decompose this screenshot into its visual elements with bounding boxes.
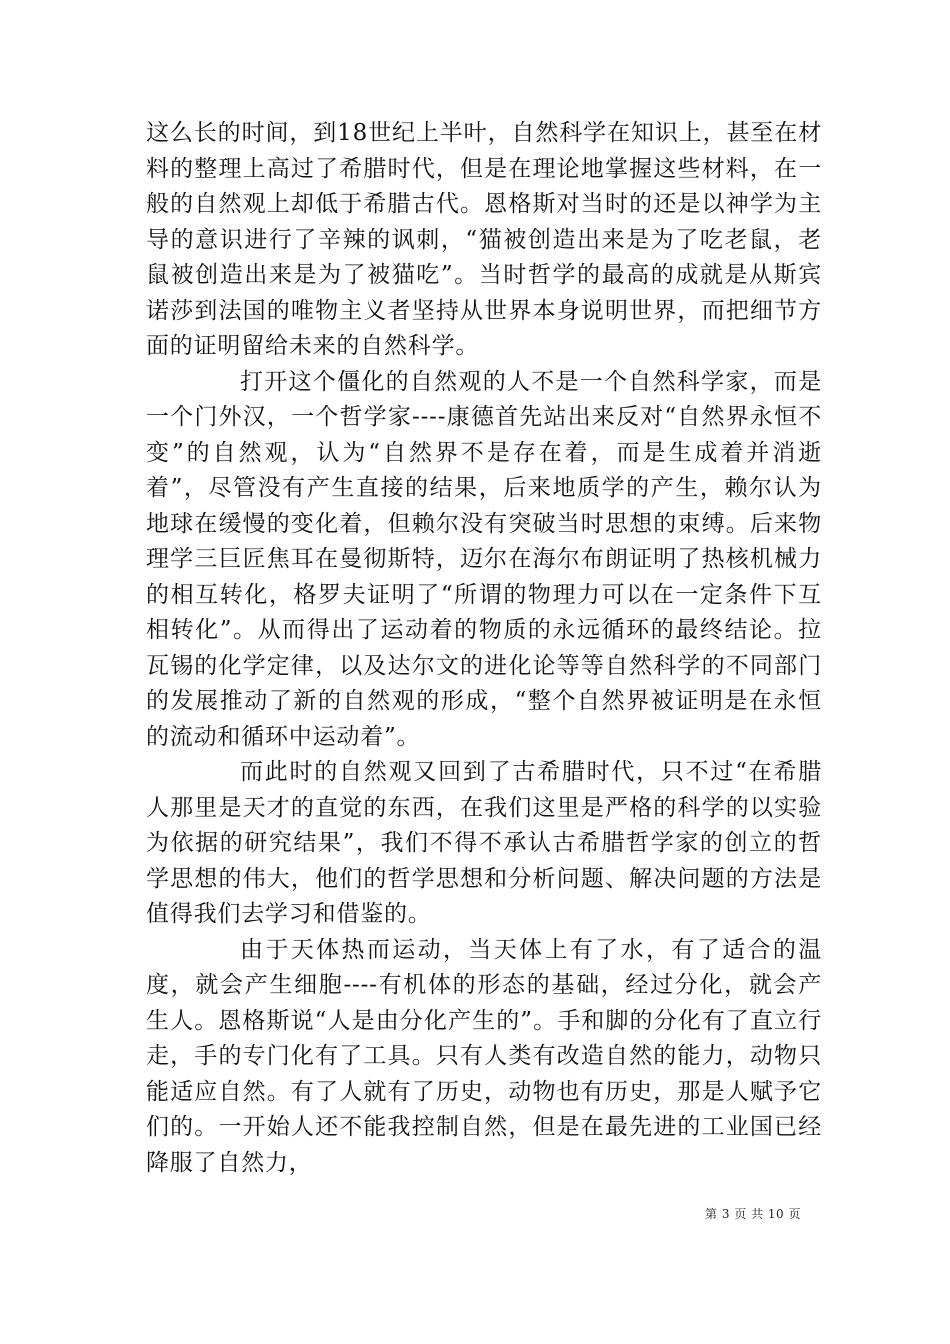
paragraph-3: 而此时的自然观又回到了古希腊时代，只不过“在希腊人那里是天才的直觉的东西，在我们这里是严格的科学的以实验为依据的研究结果”，我们不得不承认古希腊哲学家的创立的哲学思想的伟大，他们的哲学思想和分析问题、解决问题的方法是值得我们去学习和借鉴的。	[146, 759, 822, 927]
paragraph-2: 打开这个僵化的自然观的人不是一个自然科学家，而是一个门外汉，一个哲学家----康德首先站出来反对“自然界永恒不变”的自然观，认为“自然界不是存在着，而是生成着并消逝着”，尽管没有产生直接的结果，后来地质学的产生，赖尔认为地球在缓慢的变化着，但赖尔没有突破当时思想的束缚。后来物理学三巨匠焦耳在曼彻斯特，迈尔在海尔布朗证明了热核机械力的相互转化，格罗夫证明了“所谓的物理力可以在一定条件下互相转化”。从而得出了运动着的物质的永远循环的最终结论。拉瓦锡的化学定律，以及达尔文的进化论等等自然科学的不同部门的发展推动了新的自然观的形成，“整个自然界被证明是在永恒的流动和循环中运动着”。	[146, 368, 822, 750]
page-number-footer: 第 3 页 共 10 页	[705, 1207, 801, 1221]
document-body	[146, 116, 822, 1181]
paragraph-4: 由于天体热而运动，当天体上有了水，有了适合的温度，就会产生细胞----有机体的形态的基础，经过分化，就会产生人。恩格斯说“人是由分化产生的”。手和脚的分化有了直立行走，手的专门化有了工具。只有人类有改造自然的能力，动物只能适应自然。有了人就有了历史，动物也有历史，那是人赋予它们的。一开始人还不能我控制自然，但是在最先进的工业国已经降服了自然力，	[146, 936, 822, 1176]
paragraph-1: 这么长的时间，到18世纪上半叶，自然科学在知识上，甚至在材料的整理上高过了希腊时代，但是在理论地掌握这些材料，在一般的自然观上却低于希腊古代。恩格斯对当时的还是以神学为主导的意识进行了辛辣的讽刺，“猫被创造出来是为了吃老鼠，老鼠被创造出来是为了被猫吃”。当时哲学的最高的成就是从斯宾诺莎到法国的唯物主义者坚持从世界本身说明世界，而把细节方面的证明留给未来的自然科学。	[146, 120, 822, 359]
